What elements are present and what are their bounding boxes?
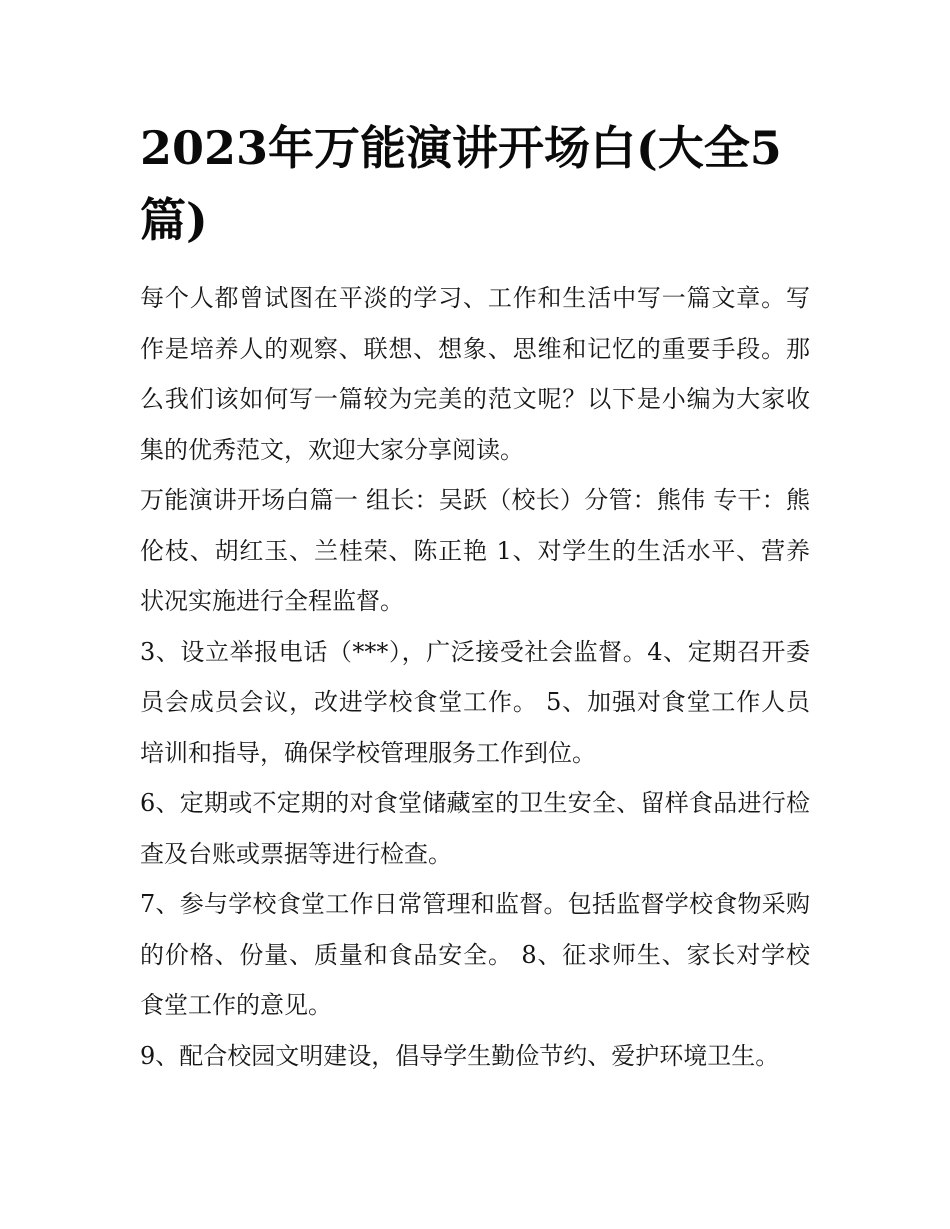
document-title: 2023年万能演讲开场白(大全5篇) [140, 121, 782, 247]
paragraph-section-one: 万能演讲开场白篇一 组长：吴跃（校长）分管：熊伟 专干：熊伦枝、胡红玉、兰桂荣、陈正艳 1、对学生的生活水平、营养状况实施进行全程监督。 [140, 486, 810, 615]
document-content [140, 112, 810, 1081]
paragraph-item-6: 6、定期或不定期的对食堂储藏室的卫生安全、留样食品进行检查及台账或票据等进行检查。 [140, 789, 810, 868]
paragraph-item-9: 9、配合校园文明建设，倡导学生勤俭节约、爱护环境卫生。 [140, 1041, 780, 1070]
document-body [140, 273, 810, 1081]
paragraph-intro: 每个人都曾试图在平淡的学习、工作和生活中写一篇文章。写作是培养人的观察、联想、想象、思维和记忆的重要手段。那么我们该如何写一篇较为完美的范文呢？以下是小编为大家收集的优秀范文，欢迎大家分享阅读。 [140, 284, 810, 464]
paragraph-items-3-5: 3、设立举报电话（***），广泛接受社会监督。4、定期召开委员会成员会议，改进学校食堂工作。 5、加强对食堂工作人员培训和指导，确保学校管理服务工作到位。 [140, 637, 810, 767]
paragraph-items-7-8: 7、参与学校食堂工作日常管理和监督。包括监督学校食物采购的价格、份量、质量和食品安全。 8、征求师生、家长对学校食堂工作的意见。 [140, 890, 810, 1019]
